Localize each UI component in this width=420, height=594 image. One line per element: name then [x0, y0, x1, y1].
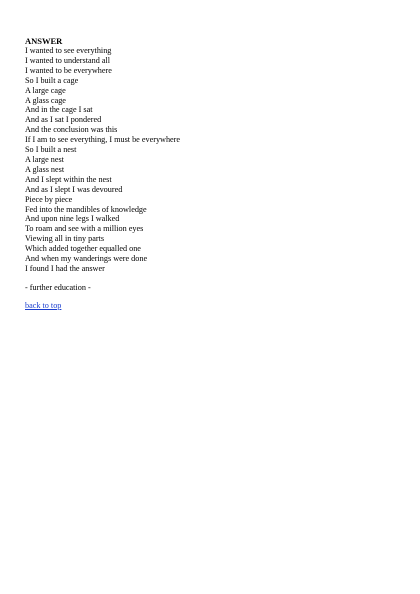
poem-line: And when my wanderings were done — [25, 254, 148, 264]
poem-page — [25, 36, 405, 313]
poem-line: And in the cage I sat — [25, 105, 93, 115]
poem-line: So I built a nest — [25, 145, 77, 155]
poem-line: If I am to see everything, I must be everywhere — [25, 135, 181, 145]
poem-lines — [25, 46, 405, 274]
poem-title: ANSWER — [25, 36, 63, 46]
poem-line: Fed into the mandibles of knowledge — [25, 204, 147, 214]
poem-line: A glass cage — [25, 95, 66, 105]
poem-line: A large cage — [25, 85, 66, 95]
poem-line: And the conclusion was this — [25, 125, 118, 135]
poem-line: And as I slept I was devoured — [25, 184, 123, 194]
poem-line: And I slept within the nest — [25, 174, 112, 184]
poem-line: I wanted to understand all — [25, 55, 111, 65]
poem-line: And upon nine legs I walked — [25, 214, 120, 224]
poem-line: I wanted to be everywhere — [25, 65, 112, 75]
poem-line: I wanted to see everything — [25, 46, 112, 55]
poem-line: I found I had the answer — [25, 263, 105, 273]
poem-signoff: - further education - — [25, 282, 91, 292]
poem-line: Which added together equalled one — [25, 244, 141, 254]
poem-line: To roam and see with a million eyes — [25, 224, 144, 234]
poem-line: A large nest — [25, 154, 64, 164]
poem-line: A glass nest — [25, 164, 65, 174]
poem-line: Piece by piece — [25, 194, 73, 204]
poem-line: So I built a cage — [25, 75, 79, 85]
poem-line: And as I sat I pondered — [25, 115, 102, 125]
back-to-top-link[interactable]: back to top — [25, 300, 62, 310]
poem-line: Viewing all in tiny parts — [25, 234, 105, 244]
